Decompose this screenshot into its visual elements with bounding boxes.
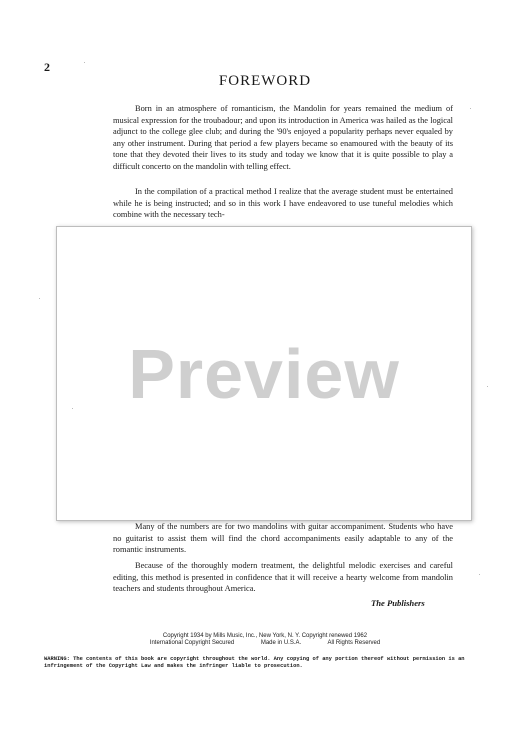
paragraph-1: Born in an atmosphere of romanticism, the Mandolin for years remained the medium of musical expression for the troubadour; and upon its introduction in America was hailed as the logical adjunct to the college glee club; and during the '90's enjoyed a popularity perhaps never equaled by any other instrument. During that period a few players became so enamoured with the beauty of its tone that they devoted their lives to its study and today we know that it is quite possible to play a difficult concerto on the mandolin with telling effect. (113, 104, 453, 171)
preview-watermark: Preview (128, 334, 400, 413)
scan-speck (39, 298, 40, 299)
scan-speck (479, 574, 480, 575)
paragraph-2: In the compilation of a practical method I realize that the average student must be entertained while he is being instructed; and so in this work I have endeavored to use tuneful melodies which combine with the necessary tech- (113, 187, 453, 219)
scan-speck (84, 62, 85, 63)
scan-speck (470, 108, 471, 109)
paragraph-3: Many of the numbers are for two mandolins with guitar accompaniment. Students who have no guitarist to assist them will find the chord accompaniments easily adaptable to any of the romantic instruments. (113, 522, 453, 554)
warning-notice: WARNING: The contents of this book are copyright throughout the world. Any copying of any portion thereof without permission is an infringement of the Copyright Law and makes the infringer liable to prosecution. (44, 656, 465, 669)
scan-speck (72, 408, 73, 409)
copyright-notice (0, 633, 530, 647)
copyright-line-2: International Copyright Secured Made in U.S.A. All Rights Reserved (149, 640, 381, 646)
page-title: FOREWORD (218, 73, 312, 89)
page-number: 2 (44, 60, 50, 74)
scan-speck (487, 386, 488, 387)
publishers-signature: The Publishers (371, 598, 425, 608)
copyright-line-1: Copyright 1934 by Mills Music, Inc., New York, N. Y. Copyright renewed 1962 (162, 633, 368, 639)
paragraph-4: Because of the thoroughly modern treatment, the delightful melodic exercises and careful editing, this method is presented in confidence that it will receive a hearty welcome from mandolin teachers and students throughout America. (113, 561, 453, 593)
preview-overlay (56, 226, 472, 521)
